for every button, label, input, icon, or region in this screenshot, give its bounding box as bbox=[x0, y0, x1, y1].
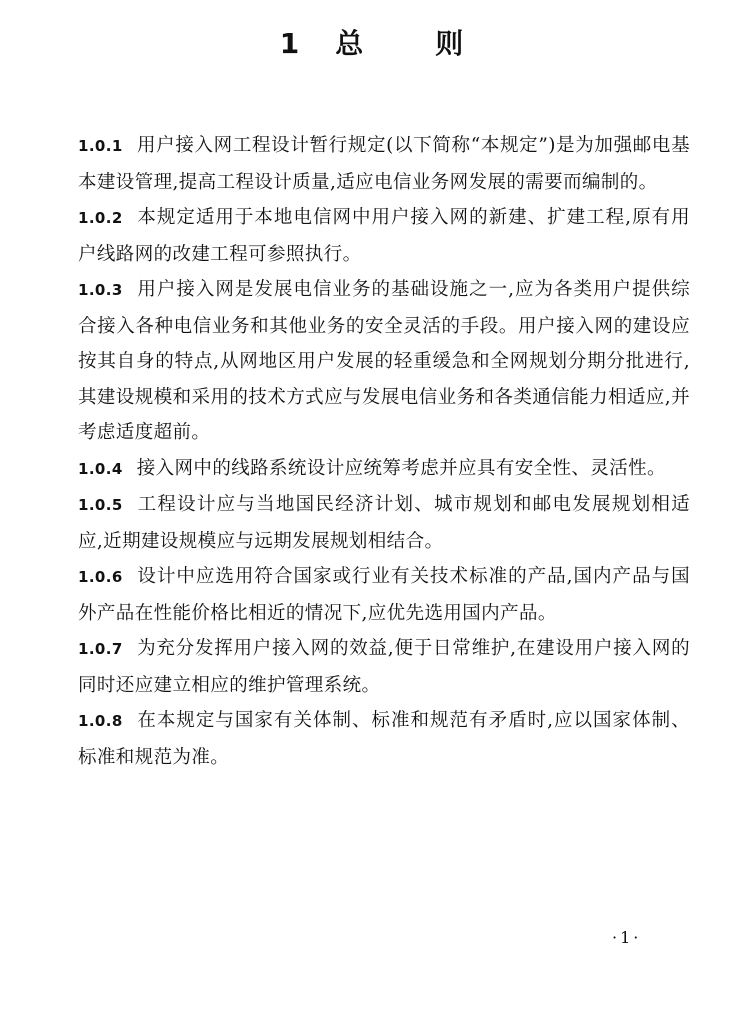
clause-text: 接入网中的线路系统设计应统筹考虑并应具有安全性、灵活性。 bbox=[136, 457, 666, 479]
page-number: ·1· bbox=[612, 928, 642, 947]
clause-1-0-4 bbox=[78, 451, 690, 488]
clause-number: 1.0.5 bbox=[78, 496, 123, 514]
clause-1-0-3 bbox=[78, 272, 690, 451]
clause-number: 1.0.1 bbox=[78, 137, 123, 155]
chapter-number: 1 bbox=[279, 27, 302, 60]
clause-number: 1.0.4 bbox=[78, 459, 123, 478]
clause-text: 用户接入网工程设计暂行规定(以下简称“本规定”)是为加强邮电基本建设管理,提高工程设计质量,适应电信业务网发展的需要而编制的。 bbox=[78, 135, 690, 193]
clause-text: 工程设计应与当地国民经济计划、城市规划和邮电发展规划相适应,近期建设规模应与远期发展规划相结合。 bbox=[78, 494, 690, 552]
clause-1-0-7 bbox=[78, 631, 690, 703]
clause-text: 用户接入网是发展电信业务的基础设施之一,应为各类用户提供综合接入各种电信业务和其他业务的安全灵活的手段。用户接入网的建设应按其自身的特点,从网地区用户发展的轻重缓急和全网规划分期分批进行,其建设规模和采用的技术方式应与发展电信业务和各类通信能力相适应,并考虑适度超前。 bbox=[78, 279, 690, 443]
clause-text: 在本规定与国家有关体制、标准和规范有矛盾时,应以国家体制、标准和规范为准。 bbox=[78, 710, 690, 768]
clause-1-0-5 bbox=[78, 487, 690, 559]
clause-1-0-6 bbox=[78, 559, 690, 631]
clause-number: 1.0.6 bbox=[78, 568, 123, 586]
clause-1-0-2 bbox=[78, 200, 690, 272]
clause-1-0-8 bbox=[78, 703, 690, 775]
chapter-title-part1: 总 bbox=[335, 27, 366, 60]
clause-number: 1.0.8 bbox=[78, 712, 123, 730]
clause-text: 本规定适用于本地电信网中用户接入网的新建、扩建工程,原有用户线路网的改建工程可参照执行。 bbox=[78, 207, 690, 265]
clause-number: 1.0.7 bbox=[78, 640, 123, 658]
clause-text: 为充分发挥用户接入网的效益,便于日常维护,在建设用户接入网的同时还应建立相应的维护管理系统。 bbox=[78, 638, 690, 696]
chapter-title bbox=[0, 22, 745, 62]
clause-number: 1.0.2 bbox=[78, 209, 123, 227]
chapter-title-part2: 则 bbox=[435, 27, 466, 60]
clauses-body bbox=[78, 128, 690, 775]
clause-text: 设计中应选用符合国家或行业有关技术标准的产品,国内产品与国外产品在性能价格比相近的情况下,应优先选用国内产品。 bbox=[78, 566, 690, 624]
clause-1-0-1 bbox=[78, 128, 690, 200]
clause-number: 1.0.3 bbox=[78, 281, 123, 299]
